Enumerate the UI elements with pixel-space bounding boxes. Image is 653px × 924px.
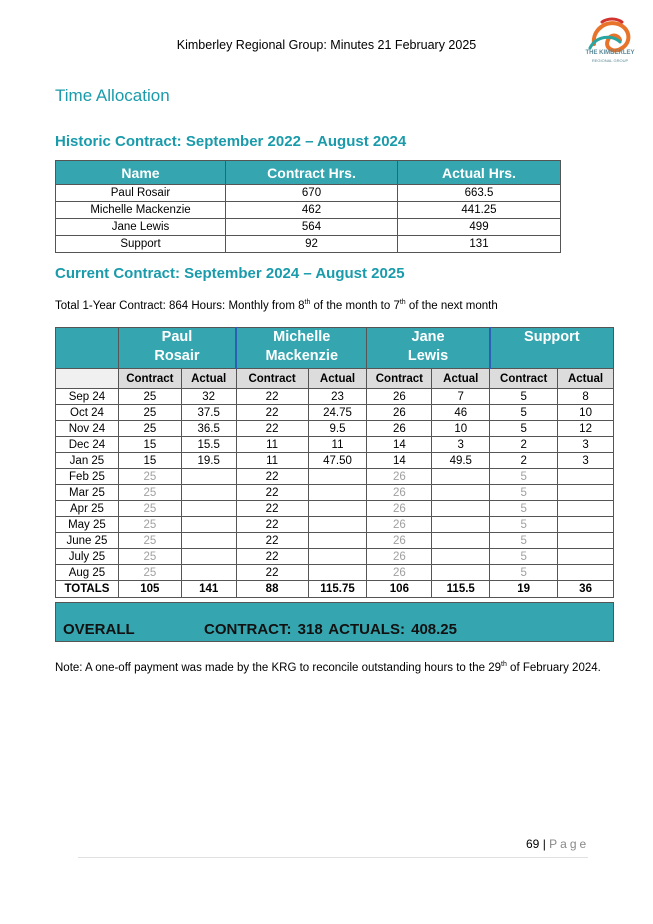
table-cell: 46 — [432, 405, 490, 421]
table-cell — [558, 565, 614, 581]
table-cell — [432, 469, 490, 485]
table-cell: 5 — [490, 421, 558, 437]
table-cell: 22 — [236, 389, 308, 405]
table-cell: 14 — [367, 437, 432, 453]
table-cell: 25 — [118, 421, 181, 437]
table-cell: 25 — [118, 485, 181, 501]
table-cell: 131 — [398, 236, 561, 253]
subheader-row — [56, 369, 614, 389]
table-cell: 5 — [490, 549, 558, 565]
table-cell — [181, 517, 236, 533]
blank-subheader-cell — [56, 369, 119, 389]
table-cell: 26 — [367, 485, 432, 501]
table-cell — [308, 485, 367, 501]
table-cell: 3 — [432, 437, 490, 453]
table-cell: 26 — [367, 389, 432, 405]
table-cell — [558, 549, 614, 565]
table-row — [56, 185, 561, 202]
page-number: 69 | Page — [526, 837, 590, 851]
table-cell: 7 — [432, 389, 490, 405]
group-header-support: Support — [490, 328, 614, 369]
totals-row — [56, 581, 614, 598]
table-cell: Paul Rosair — [56, 185, 226, 202]
subheader-contract: Contract — [118, 369, 181, 389]
table-cell — [558, 533, 614, 549]
table-cell: 26 — [367, 565, 432, 581]
table-cell — [558, 485, 614, 501]
table-cell — [432, 485, 490, 501]
table-cell: 15 — [118, 437, 181, 453]
totals-cell: 115.5 — [432, 581, 490, 598]
table-cell — [181, 469, 236, 485]
table-cell — [308, 565, 367, 581]
totals-cell: 106 — [367, 581, 432, 598]
table-cell: 564 — [226, 219, 398, 236]
table-cell: 47.50 — [308, 453, 367, 469]
table-cell: 5 — [490, 405, 558, 421]
table-cell: 14 — [367, 453, 432, 469]
table-cell: 25 — [118, 469, 181, 485]
overall-value: CONTRACT: 318 ACTUALS: 408.25 — [204, 621, 457, 638]
table-cell — [432, 565, 490, 581]
table-cell — [308, 549, 367, 565]
table-row — [56, 501, 614, 517]
table-row — [56, 389, 614, 405]
subheader-actual: Actual — [308, 369, 367, 389]
table-cell: 26 — [367, 533, 432, 549]
table-cell: 670 — [226, 185, 398, 202]
table-cell: 49.5 — [432, 453, 490, 469]
totals-cell: 19 — [490, 581, 558, 598]
table-cell — [432, 549, 490, 565]
table-cell: 22 — [236, 469, 308, 485]
table-cell: 9.5 — [308, 421, 367, 437]
table-row — [56, 565, 614, 581]
table-row — [56, 421, 614, 437]
blank-header-cell — [56, 328, 119, 369]
month-cell: Nov 24 — [56, 421, 119, 437]
table-cell: 26 — [367, 405, 432, 421]
table-cell: 2 — [490, 437, 558, 453]
historic-table — [55, 160, 561, 253]
table-cell: 15 — [118, 453, 181, 469]
page-header: Kimberley Regional Group: Minutes 21 February 2025 — [176, 38, 477, 52]
table-cell: 26 — [367, 469, 432, 485]
table-cell: 24.75 — [308, 405, 367, 421]
table-cell: 11 — [236, 437, 308, 453]
table-cell — [558, 501, 614, 517]
subheader-contract: Contract — [236, 369, 308, 389]
table-cell — [432, 533, 490, 549]
current-table — [55, 327, 614, 598]
column-header: Name — [56, 161, 226, 185]
table-cell: 25 — [118, 565, 181, 581]
table-cell: 26 — [367, 501, 432, 517]
subheader-actual: Actual — [558, 369, 614, 389]
month-cell: Jan 25 — [56, 453, 119, 469]
table-cell — [181, 485, 236, 501]
footer-divider — [78, 857, 588, 858]
table-row — [56, 453, 614, 469]
table-row — [56, 549, 614, 565]
table-cell — [181, 549, 236, 565]
table-cell: Support — [56, 236, 226, 253]
table-row — [56, 469, 614, 485]
section-title: Time Allocation — [55, 86, 170, 105]
table-cell — [308, 469, 367, 485]
table-cell — [558, 469, 614, 485]
table-cell: 26 — [367, 421, 432, 437]
table-cell: 25 — [118, 517, 181, 533]
month-cell: May 25 — [56, 517, 119, 533]
table-cell — [308, 533, 367, 549]
table-cell: 462 — [226, 202, 398, 219]
table-cell: 22 — [236, 565, 308, 581]
table-cell — [181, 565, 236, 581]
totals-cell: 115.75 — [308, 581, 367, 598]
table-row — [56, 517, 614, 533]
table-cell: 25 — [118, 389, 181, 405]
subheader-actual: Actual — [181, 369, 236, 389]
totals-cell: 141 — [181, 581, 236, 598]
month-cell: Aug 25 — [56, 565, 119, 581]
totals-cell: 88 — [236, 581, 308, 598]
table-cell: Michelle Mackenzie — [56, 202, 226, 219]
table-cell: 3 — [558, 437, 614, 453]
table-cell: 25 — [118, 405, 181, 421]
table-row — [56, 219, 561, 236]
totals-label: TOTALS — [56, 581, 119, 598]
table-cell: 441.25 — [398, 202, 561, 219]
table-cell: 5 — [490, 469, 558, 485]
table-cell: 26 — [367, 517, 432, 533]
table-cell: Jane Lewis — [56, 219, 226, 236]
table-cell: 22 — [236, 485, 308, 501]
table-cell: 22 — [236, 421, 308, 437]
table-cell: 92 — [226, 236, 398, 253]
table-cell: 37.5 — [181, 405, 236, 421]
column-header: Actual Hrs. — [398, 161, 561, 185]
table-cell — [558, 517, 614, 533]
contract-intro: Total 1-Year Contract: 864 Hours: Monthly from 8th of the month to 7th of the next month — [55, 299, 498, 312]
overall-bar — [55, 602, 614, 642]
subheader-contract: Contract — [367, 369, 432, 389]
table-row — [56, 533, 614, 549]
table-cell: 5 — [490, 533, 558, 549]
month-cell: June 25 — [56, 533, 119, 549]
table-row — [56, 485, 614, 501]
month-cell: Apr 25 — [56, 501, 119, 517]
table-cell: 5 — [490, 565, 558, 581]
group-header-row — [56, 328, 614, 369]
table-cell: 22 — [236, 517, 308, 533]
month-cell: Dec 24 — [56, 437, 119, 453]
month-cell: Feb 25 — [56, 469, 119, 485]
totals-cell: 105 — [118, 581, 181, 598]
table-cell: 2 — [490, 453, 558, 469]
table-cell: 5 — [490, 389, 558, 405]
note-paragraph: Note: A one-off payment was made by the KRG to reconcile outstanding hours to the 29th of February 2024. — [55, 661, 601, 674]
subheader-contract: Contract — [490, 369, 558, 389]
table-cell: 25 — [118, 501, 181, 517]
table-cell: 5 — [490, 485, 558, 501]
subheader-actual: Actual — [432, 369, 490, 389]
table-cell: 25 — [118, 549, 181, 565]
table-cell: 22 — [236, 501, 308, 517]
table-cell: 23 — [308, 389, 367, 405]
table-cell: 36.5 — [181, 421, 236, 437]
table-cell: 12 — [558, 421, 614, 437]
table-cell: 499 — [398, 219, 561, 236]
table-cell: 32 — [181, 389, 236, 405]
month-cell: Sep 24 — [56, 389, 119, 405]
group-header-michelle: Michelle Mackenzie — [236, 328, 367, 369]
table-cell: 25 — [118, 533, 181, 549]
table-cell: 10 — [432, 421, 490, 437]
table-cell — [181, 533, 236, 549]
overall-label: OVERALL — [63, 621, 135, 638]
group-header-paul: Paul Rosair — [118, 328, 236, 369]
table-cell — [181, 501, 236, 517]
group-header-jane: Jane Lewis — [367, 328, 490, 369]
table-cell — [432, 501, 490, 517]
current-heading: Current Contract: September 2024 – August 2025 — [55, 265, 405, 282]
table-row — [56, 236, 561, 253]
month-cell: Mar 25 — [56, 485, 119, 501]
table-row — [56, 405, 614, 421]
month-cell: July 25 — [56, 549, 119, 565]
table-cell: 5 — [490, 517, 558, 533]
month-cell: Oct 24 — [56, 405, 119, 421]
totals-cell: 36 — [558, 581, 614, 598]
table-cell: 22 — [236, 549, 308, 565]
table-cell: 11 — [236, 453, 308, 469]
table-cell: 11 — [308, 437, 367, 453]
table-cell: 5 — [490, 501, 558, 517]
table-cell: 26 — [367, 549, 432, 565]
table-cell: 3 — [558, 453, 614, 469]
table-cell — [308, 517, 367, 533]
table-cell: 15.5 — [181, 437, 236, 453]
table-cell — [308, 501, 367, 517]
table-cell: 663.5 — [398, 185, 561, 202]
table-cell: 10 — [558, 405, 614, 421]
table-cell: 19.5 — [181, 453, 236, 469]
table-cell: 22 — [236, 405, 308, 421]
logo-text: THE KIMBERLEY REGIONAL GROUP — [585, 50, 635, 63]
table-cell: 22 — [236, 533, 308, 549]
table-cell: 8 — [558, 389, 614, 405]
historic-heading: Historic Contract: September 2022 – August 2024 — [55, 133, 407, 150]
table-cell — [432, 517, 490, 533]
table-row — [56, 202, 561, 219]
table-row — [56, 437, 614, 453]
column-header: Contract Hrs. — [226, 161, 398, 185]
